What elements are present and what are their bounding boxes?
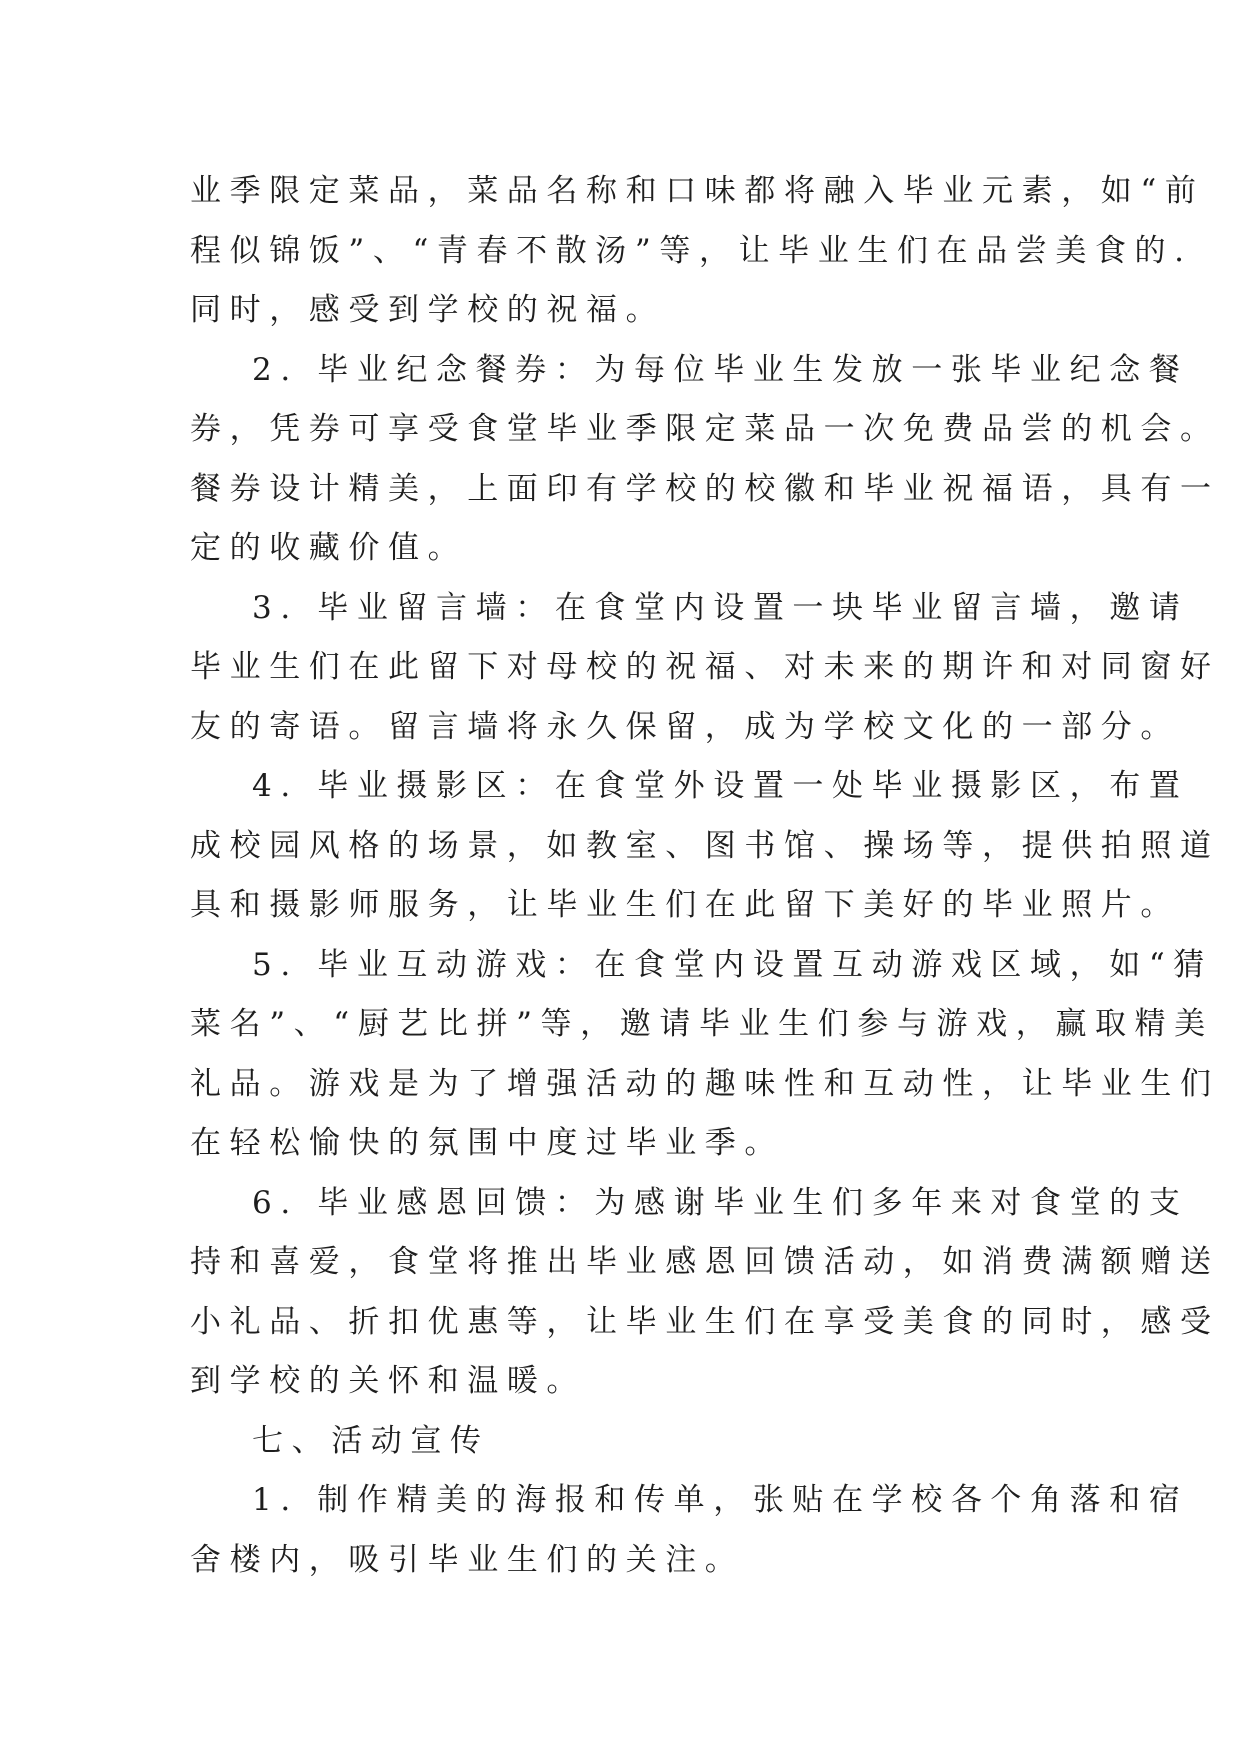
text-line: 5. 毕业互动游戏：在食堂内设置互动游戏区域，如“猜 — [252, 946, 1213, 983]
paragraph-item-4 — [190, 757, 1220, 936]
text-line: 餐券设计精美，上面印有学校的校徽和毕业祝福语，具有一 — [190, 470, 1220, 507]
text-line: 小礼品、折扣优惠等，让毕业生们在享受美食的同时，感受 — [190, 1303, 1220, 1340]
text-line: 七、活动宣传 — [252, 1422, 490, 1459]
paragraph-item-6 — [190, 1174, 1220, 1412]
text-line: 毕业生们在此留下对母校的祝福、对未来的期许和对同窗好 — [190, 649, 1220, 685]
text-line: 1. 制作精美的海报和传单，张贴在学校各个角落和宿 — [252, 1482, 1189, 1518]
paragraph-item-3 — [190, 579, 1220, 758]
text-line: 业季限定菜品，菜品名称和口味都将融入毕业元素，如“前 — [190, 173, 1205, 209]
text-line: 定的收藏价值。 — [190, 530, 468, 566]
text-line: 礼品。游戏是为了增强活动的趣味性和互动性，让毕业生们 — [190, 1065, 1220, 1102]
text-line: 同时，感受到学校的祝福。 — [190, 292, 666, 328]
text-line: 成校园风格的场景，如教室、图书馆、操场等，提供拍照道 — [190, 827, 1220, 864]
paragraph-item-2 — [190, 341, 1220, 579]
text-line: 4. 毕业摄影区：在食堂外设置一处毕业摄影区，布置 — [252, 768, 1189, 804]
text-line: 友的寄语。留言墙将永久保留，成为学校文化的一部分。 — [190, 708, 1180, 745]
paragraph-section-7-heading — [190, 1412, 1050, 1472]
text-line: 券，凭券可享受食堂毕业季限定菜品一次免费品尝的机会。 — [190, 411, 1220, 447]
text-line: 具和摄影师服务，让毕业生们在此留下美好的毕业照片。 — [190, 887, 1180, 923]
paragraph-item-5 — [190, 936, 1220, 1174]
text-line: 6. 毕业感恩回馈：为感谢毕业生们多年来对食堂的支 — [252, 1184, 1189, 1221]
text-line: 菜名”、“厨艺比拼”等，邀请毕业生们参与游戏，赢取精美 — [190, 1006, 1214, 1042]
text-line: 2. 毕业纪念餐券：为每位毕业生发放一张毕业纪念餐 — [252, 351, 1189, 388]
text-line: 舍楼内，吸引毕业生们的关注。 — [190, 1541, 745, 1578]
text-line: 3. 毕业留言墙：在食堂内设置一块毕业留言墙，邀请 — [252, 589, 1189, 626]
text-line: 程似锦饭”、“青春不散汤”等，让毕业生们在品尝美食的. — [190, 232, 1193, 269]
document-body — [190, 162, 1220, 1590]
text-line: 持和喜爱，食堂将推出毕业感恩回馈活动，如消费满额赠送 — [190, 1244, 1220, 1280]
paragraph-promo-item-1 — [190, 1471, 1189, 1590]
text-line: 在轻松愉快的氛围中度过毕业季。 — [190, 1125, 784, 1161]
paragraph-intro-continued — [190, 162, 1205, 341]
text-line: 到学校的关怀和温暖。 — [190, 1363, 586, 1399]
